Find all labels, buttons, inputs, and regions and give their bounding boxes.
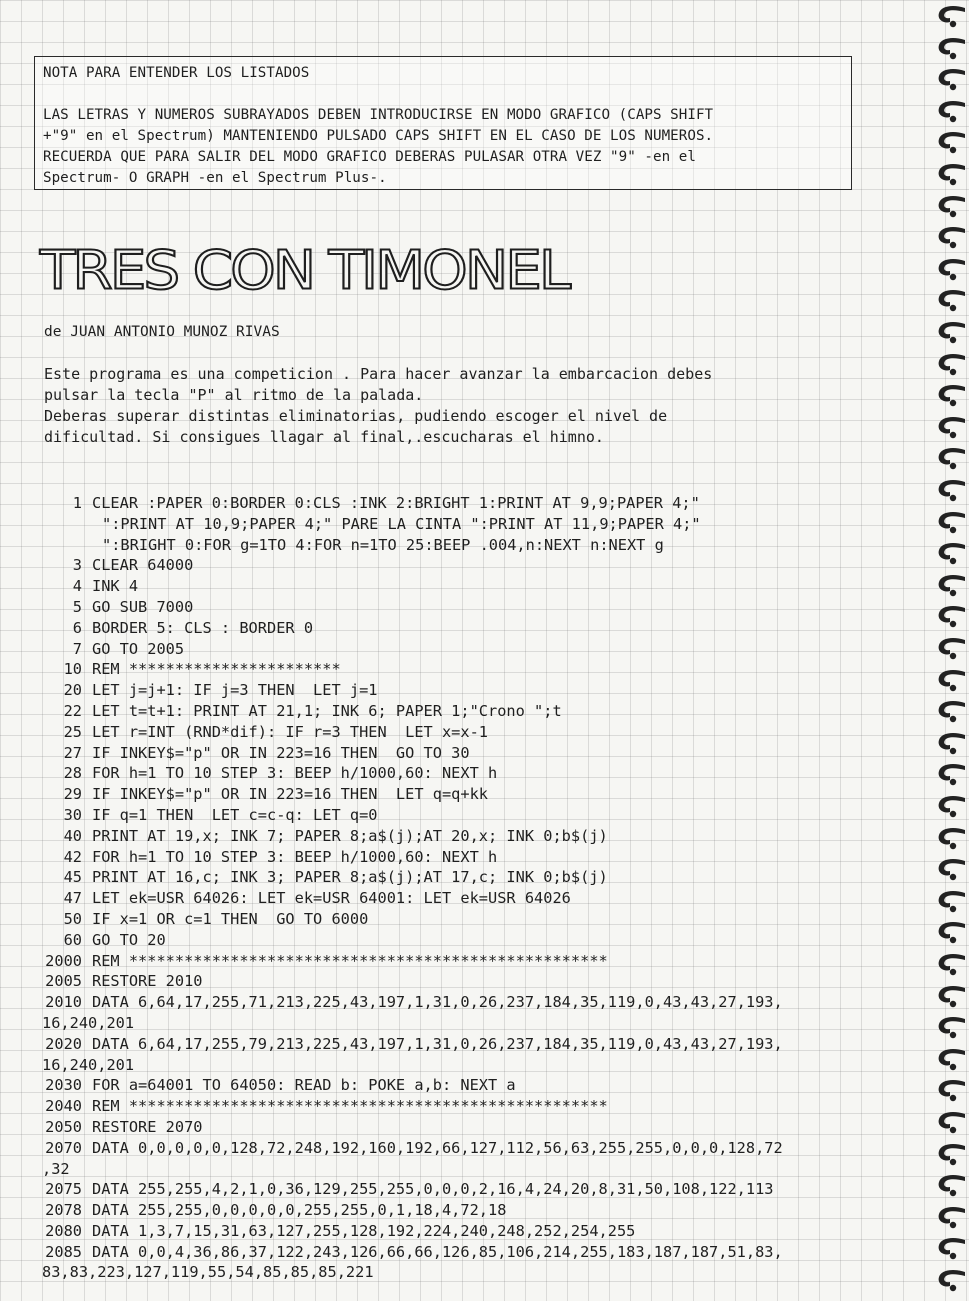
binding-ring-icon bbox=[935, 446, 967, 472]
line-code: BORDER 5: CLS : BORDER 0 bbox=[92, 618, 314, 637]
line-code: CLEAR 64000 bbox=[92, 556, 194, 575]
line-code: REM *********************** bbox=[92, 660, 341, 679]
line-number: 2040 bbox=[45, 1097, 82, 1116]
line-number: 3 bbox=[72, 556, 82, 575]
binding-ring-icon bbox=[935, 920, 967, 946]
line-number: 2070 bbox=[45, 1138, 82, 1157]
line-code: LET t=t+1: PRINT AT 21,1; INK 6; PAPER 1;"Crono ";t bbox=[92, 701, 562, 720]
line-code: FOR h=1 TO 10 STEP 3: BEEP h/1000,60: NEXT h bbox=[92, 764, 498, 783]
binding-ring-icon bbox=[935, 510, 967, 536]
binding-ring-icon bbox=[935, 320, 967, 346]
line-number: 6 bbox=[72, 618, 82, 637]
binding-ring-icon bbox=[935, 4, 967, 30]
line-code: DATA 6,64,17,255,71,213,225,43,197,1,31,0,26,237,184,35,119,0,43,43,27,193, bbox=[92, 993, 783, 1012]
line-number: 2005 bbox=[45, 972, 82, 991]
author-line: de JUAN ANTONIO MUNOZ RIVAS bbox=[44, 324, 280, 340]
binding-ring-icon bbox=[935, 604, 967, 630]
binding-ring-icon bbox=[935, 699, 967, 725]
binding-ring-icon bbox=[935, 952, 967, 978]
line-number: 42 bbox=[63, 847, 82, 866]
binding-ring-icon bbox=[935, 1205, 967, 1231]
line-number: 2078 bbox=[45, 1201, 82, 1220]
intro-line: Deberas superar distintas eliminatorias, pudiendo escoger el nivel de bbox=[44, 407, 668, 425]
line-number: 2010 bbox=[45, 993, 82, 1012]
note-line: LAS LETRAS Y NUMEROS SUBRAYADOS DEBEN INTRODUCIRSE EN MODO GRAFICO (CAPS SHIFT bbox=[43, 107, 714, 123]
line-code: DATA 0,0,4,36,86,37,122,243,126,66,66,126,85,106,214,255,183,187,187,51,83, bbox=[92, 1242, 783, 1261]
binding-ring-icon bbox=[935, 1078, 967, 1104]
note-line: Spectrum- O GRAPH -en el Spectrum Plus-. bbox=[43, 170, 387, 186]
binding-ring-icon bbox=[935, 1236, 967, 1262]
line-code: DATA 255,255,0,0,0,0,0,255,255,0,1,18,4,72,18 bbox=[92, 1201, 507, 1220]
line-code: RESTORE 2010 bbox=[92, 972, 203, 991]
line-number: 22 bbox=[63, 701, 82, 720]
line-code: IF q=1 THEN LET c=c-q: LET q=0 bbox=[92, 805, 378, 824]
binding-ring-icon bbox=[935, 383, 967, 409]
binding-ring-icon bbox=[935, 99, 967, 125]
binding-ring-icon bbox=[935, 257, 967, 283]
line-number: 2030 bbox=[45, 1076, 82, 1095]
binding-ring-icon bbox=[935, 1047, 967, 1073]
binding-ring-icon bbox=[935, 1268, 967, 1294]
line-number: 27 bbox=[63, 743, 82, 762]
line-number: 45 bbox=[63, 868, 82, 887]
binding-ring-icon bbox=[935, 415, 967, 441]
binding-ring-icon bbox=[935, 225, 967, 251]
line-number: 20 bbox=[63, 681, 82, 700]
line-code-continued: 83,83,223,127,119,55,54,85,85,85,221 bbox=[42, 1263, 374, 1282]
program-title: TRES CON TIMONEL bbox=[40, 238, 569, 302]
line-code: GO SUB 7000 bbox=[92, 597, 194, 616]
line-number: 7 bbox=[72, 639, 82, 658]
line-number: 29 bbox=[63, 785, 82, 804]
binding-ring-icon bbox=[935, 194, 967, 220]
intro-paragraph bbox=[44, 364, 712, 448]
binding-ring-icon bbox=[935, 541, 967, 567]
line-number: 47 bbox=[63, 889, 82, 908]
line-number: 2050 bbox=[45, 1117, 82, 1136]
line-number: 30 bbox=[63, 805, 82, 824]
spiral-binding bbox=[933, 0, 969, 1301]
binding-ring-icon bbox=[935, 130, 967, 156]
line-code: DATA 1,3,7,15,31,63,127,255,128,192,224,240,248,252,254,255 bbox=[92, 1221, 636, 1240]
binding-ring-icon bbox=[935, 1173, 967, 1199]
intro-line: dificultad. Si consigues llagar al final,.escucharas el himno. bbox=[44, 428, 604, 446]
line-code: DATA 0,0,0,0,0,128,72,248,192,160,192,66,127,112,56,63,255,255,0,0,0,128,72 bbox=[92, 1138, 783, 1157]
line-code-continued: 16,240,201 bbox=[42, 1013, 135, 1032]
line-number: 60 bbox=[63, 930, 82, 949]
note-line: +"9" en el Spectrum) MANTENIENDO PULSADO CAPS SHIFT EN EL CASO DE LOS NUMEROS. bbox=[43, 128, 714, 144]
line-code: FOR h=1 TO 10 STEP 3: BEEP h/1000,60: NEXT h bbox=[92, 847, 498, 866]
line-code: INK 4 bbox=[92, 577, 139, 596]
binding-ring-icon bbox=[935, 36, 967, 62]
line-code: GO TO 2005 bbox=[92, 639, 185, 658]
line-code: IF INKEY$="p" OR IN 223=16 THEN LET q=q+kk bbox=[92, 785, 489, 804]
intro-line: pulsar la tecla "P" al ritmo de la palada. bbox=[44, 386, 424, 404]
line-number: 5 bbox=[72, 597, 82, 616]
intro-line: Este programa es una competicion . Para hacer avanzar la embarcacion debes bbox=[44, 365, 713, 383]
note-box bbox=[34, 56, 852, 190]
binding-ring-icon bbox=[935, 826, 967, 852]
line-code: LET r=INT (RND*dif): IF r=3 THEN LET x=x-1 bbox=[92, 722, 489, 741]
line-number: 10 bbox=[63, 660, 82, 679]
line-code: CLEAR :PAPER 0:BORDER 0:CLS :INK 2:BRIGHT 1:PRINT AT 9,9;PAPER 4;" bbox=[92, 494, 700, 512]
binding-ring-icon bbox=[935, 573, 967, 599]
line-code-continued: ":PRINT AT 10,9;PAPER 4;" PARE LA CINTA ":PRINT AT 11,9;PAPER 4;" bbox=[102, 514, 701, 533]
note-title: NOTA PARA ENTENDER LOS LISTADOS bbox=[43, 65, 310, 81]
binding-ring-icon bbox=[935, 1015, 967, 1041]
binding-ring-icon bbox=[935, 668, 967, 694]
line-code: DATA 255,255,4,2,1,0,36,129,255,255,0,0,0,2,16,4,24,20,8,31,50,108,122,113 bbox=[92, 1180, 774, 1199]
line-code: DATA 6,64,17,255,79,213,225,43,197,1,31,0,26,237,184,35,119,0,43,43,27,193, bbox=[92, 1034, 783, 1053]
line-number: 28 bbox=[63, 764, 82, 783]
line-code: PRINT AT 19,x; INK 7; PAPER 8;a$(j);AT 20,x; INK 0;b$(j) bbox=[92, 826, 608, 845]
line-number: 25 bbox=[63, 722, 82, 741]
binding-ring-icon bbox=[935, 352, 967, 378]
line-code: FOR a=64001 TO 64050: READ b: POKE a,b: NEXT a bbox=[92, 1076, 516, 1095]
binding-ring-icon bbox=[935, 288, 967, 314]
line-code: PRINT AT 16,c; INK 3; PAPER 8;a$(j);AT 17,c; INK 0;b$(j) bbox=[92, 868, 608, 887]
binding-ring-icon bbox=[935, 636, 967, 662]
binding-ring-icon bbox=[935, 889, 967, 915]
line-code: IF x=1 OR c=1 THEN GO TO 6000 bbox=[92, 909, 369, 928]
binding-ring-icon bbox=[935, 1142, 967, 1168]
line-number: 2075 bbox=[45, 1180, 82, 1199]
binding-ring-icon bbox=[935, 162, 967, 188]
line-code: REM **************************************************** bbox=[92, 951, 608, 970]
binding-ring-icon bbox=[935, 1110, 967, 1136]
binding-ring-icon bbox=[935, 731, 967, 757]
binding-ring-icon bbox=[935, 478, 967, 504]
line-number: 4 bbox=[72, 577, 82, 596]
binding-ring-icon bbox=[935, 794, 967, 820]
binding-ring-icon bbox=[935, 984, 967, 1010]
binding-ring-icon bbox=[935, 762, 967, 788]
binding-ring-icon bbox=[935, 857, 967, 883]
line-code-continued: ,32 bbox=[42, 1159, 70, 1178]
binding-ring-icon bbox=[935, 67, 967, 93]
line-code-continued: ":BRIGHT 0:FOR g=1TO 4:FOR n=1TO 25:BEEP .004,n:NEXT n:NEXT g bbox=[102, 535, 664, 554]
line-code: RESTORE 2070 bbox=[92, 1117, 203, 1136]
line-number: 50 bbox=[63, 909, 82, 928]
line-number: 1 bbox=[72, 494, 82, 512]
line-number: 2080 bbox=[45, 1221, 82, 1240]
line-code: REM **************************************************** bbox=[92, 1097, 608, 1116]
note-line: RECUERDA QUE PARA SALIR DEL MODO GRAFICO DEBERAS PULASAR OTRA VEZ "9" -en el bbox=[43, 149, 696, 165]
line-code: GO TO 20 bbox=[92, 930, 166, 949]
line-code: LET j=j+1: IF j=3 THEN LET j=1 bbox=[92, 681, 378, 700]
line-number: 2085 bbox=[45, 1242, 82, 1261]
line-number: 40 bbox=[63, 826, 82, 845]
line-number: 2020 bbox=[45, 1034, 82, 1053]
line-code-continued: 16,240,201 bbox=[42, 1055, 135, 1074]
line-number: 2000 bbox=[45, 951, 82, 970]
line-code: LET ek=USR 64026: LET ek=USR 64001: LET ek=USR 64026 bbox=[92, 889, 571, 908]
line-code: IF INKEY$="p" OR IN 223=16 THEN GO TO 30 bbox=[92, 743, 470, 762]
